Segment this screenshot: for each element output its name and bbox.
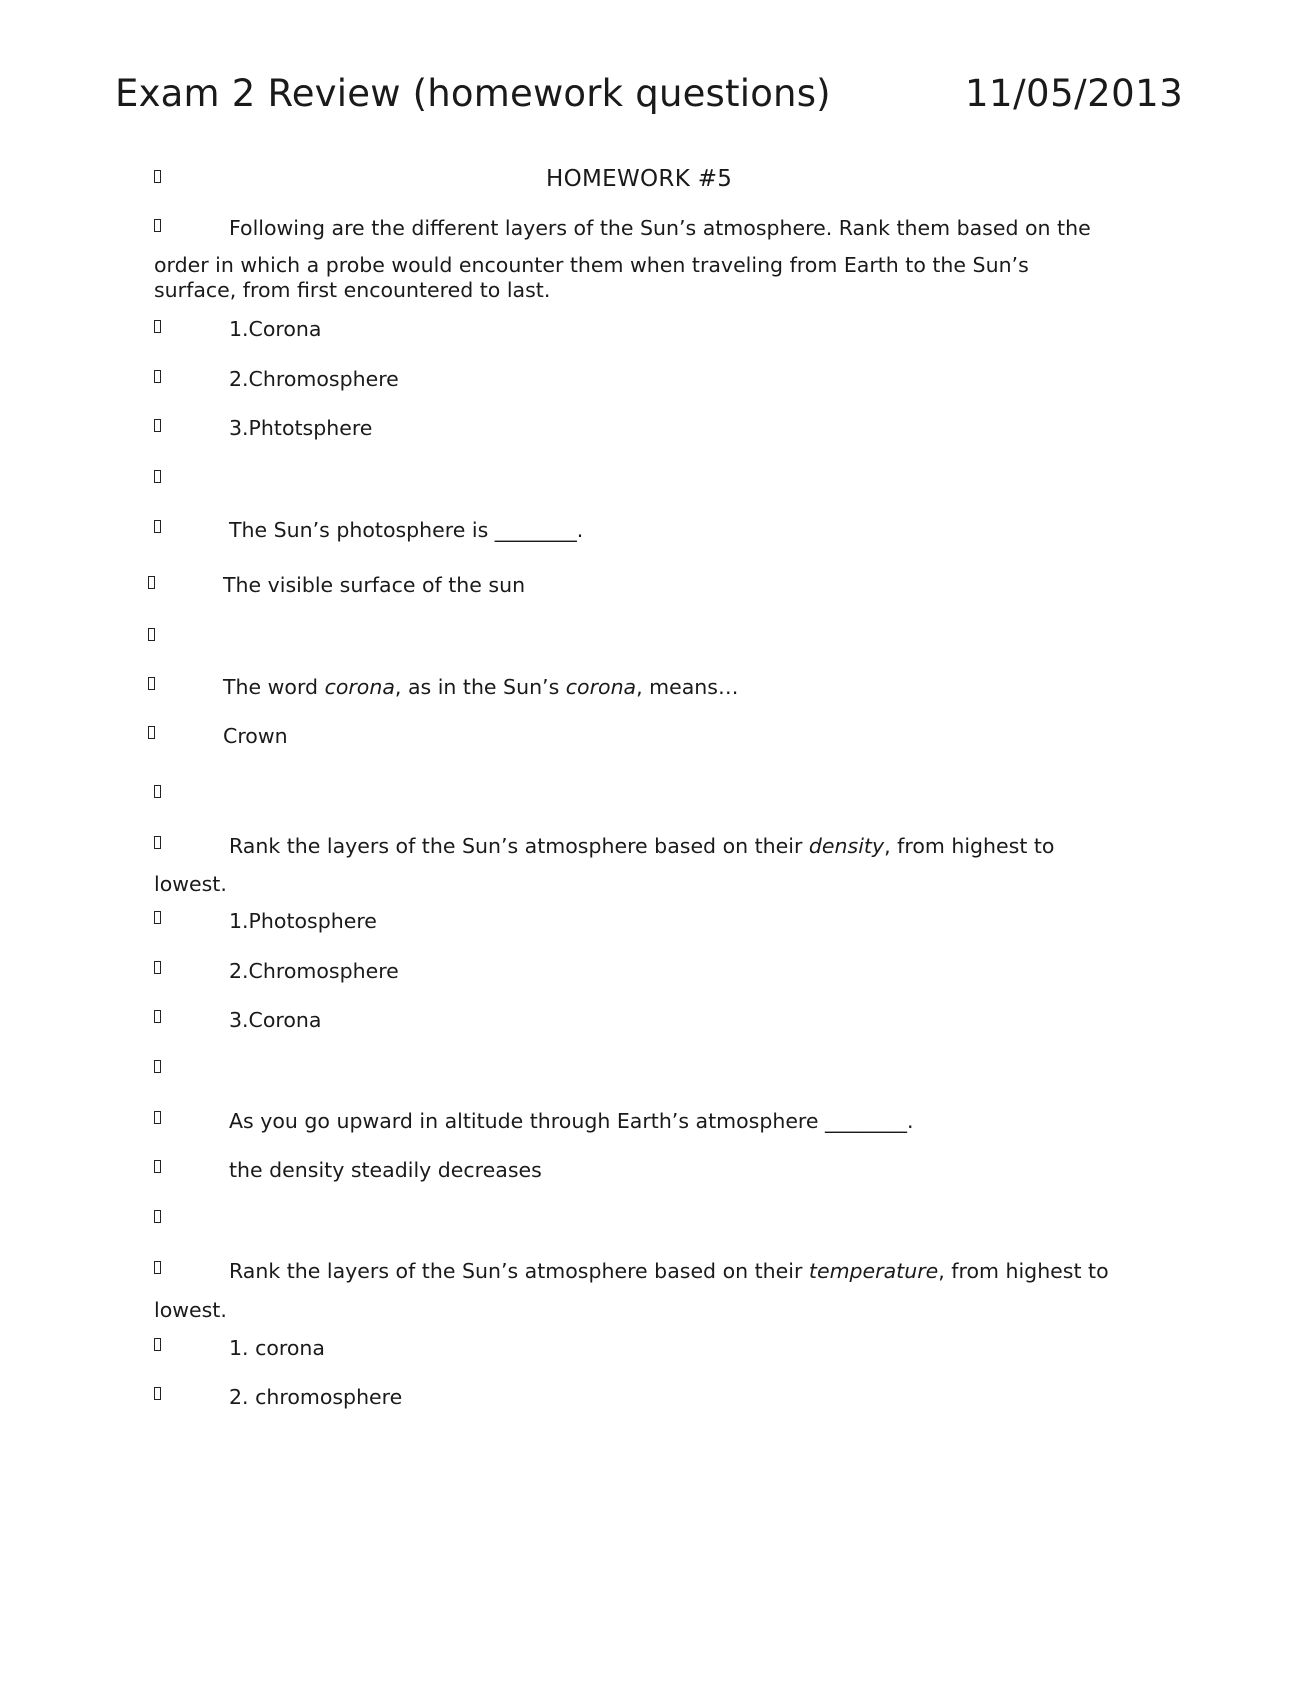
answer-item: 1.Corona (229, 317, 322, 341)
bullet-glyph (154, 831, 161, 855)
bullet-glyph (154, 214, 161, 238)
answer-item: 2.Chromosphere (229, 367, 399, 391)
question-1-line-2: order in which a probe would encounter them when traveling from Earth to the Sun’s (154, 253, 1029, 277)
answer-5: the density steadily decreases (229, 1158, 542, 1182)
emphasis-corona: corona (565, 675, 637, 699)
question-4-text: Rank the layers of the Sun’s atmosphere based on their (229, 834, 809, 858)
bullet-glyph (154, 315, 161, 339)
bullet-glyph (154, 1055, 161, 1079)
answer-item: 3.Corona (229, 1008, 322, 1032)
document-title: Exam 2 Review (homework questions) (115, 72, 831, 115)
bullet-glyph (154, 1382, 161, 1406)
question-1-line-1: Following are the different layers of the Sun’s atmosphere. Rank them based on the (229, 216, 1091, 240)
bullet-glyph (148, 721, 155, 745)
bullet-glyph (154, 1106, 161, 1130)
emphasis-corona: corona (324, 675, 395, 699)
question-3-text: , means… (636, 675, 739, 699)
bullet-glyph (154, 414, 161, 438)
bullet-glyph (154, 956, 161, 980)
bullet-glyph (154, 1205, 161, 1229)
question-4-line-2: lowest. (154, 872, 227, 896)
answer-3: Crown (223, 724, 288, 748)
bullet-glyph (154, 780, 161, 804)
answer-item: 2. chromosphere (229, 1385, 403, 1409)
bullet-glyph (154, 1155, 161, 1179)
question-1-line-3: surface, from first encountered to last. (154, 278, 551, 302)
bullet-glyph (148, 623, 155, 647)
bullet-glyph (148, 672, 155, 696)
question-3-text: , as in the Sun’s (394, 675, 566, 699)
bullet-glyph (154, 1256, 161, 1280)
document-date: 11/05/2013 (965, 72, 1184, 115)
bullet-glyph (154, 906, 161, 930)
bullet-glyph (154, 1005, 161, 1029)
answer-item: 2.Chromosphere (229, 959, 399, 983)
question-6-text: , from highest to (938, 1259, 1109, 1283)
answer-2: The visible surface of the sun (223, 573, 526, 597)
question-2: The Sun’s photosphere is ________. (229, 518, 584, 542)
question-4-text: , from highest to (884, 834, 1055, 858)
question-4-line-1 (229, 834, 1054, 858)
answer-item: 1. corona (229, 1336, 325, 1360)
question-3 (223, 675, 738, 699)
answer-item: 3.Phtotsphere (229, 416, 373, 440)
bullet-glyph (154, 365, 161, 389)
bullet-glyph (154, 465, 161, 489)
emphasis-temperature: temperature (808, 1259, 939, 1283)
question-6-line-2: lowest. (154, 1298, 227, 1322)
question-3-text: The word (223, 675, 325, 699)
answer-item: 1.Photosphere (229, 909, 377, 933)
bullet-glyph (154, 515, 161, 539)
question-5: As you go upward in altitude through Earth’s atmosphere ________. (229, 1109, 914, 1133)
bullet-glyph (154, 1333, 161, 1357)
question-6-text: Rank the layers of the Sun’s atmosphere based on their (229, 1259, 809, 1283)
bullet-glyph (154, 165, 161, 189)
homework-heading: HOMEWORK #5 (546, 166, 733, 192)
emphasis-density: density (808, 834, 885, 858)
bullet-glyph (148, 571, 155, 595)
question-6-line-1 (229, 1259, 1109, 1283)
